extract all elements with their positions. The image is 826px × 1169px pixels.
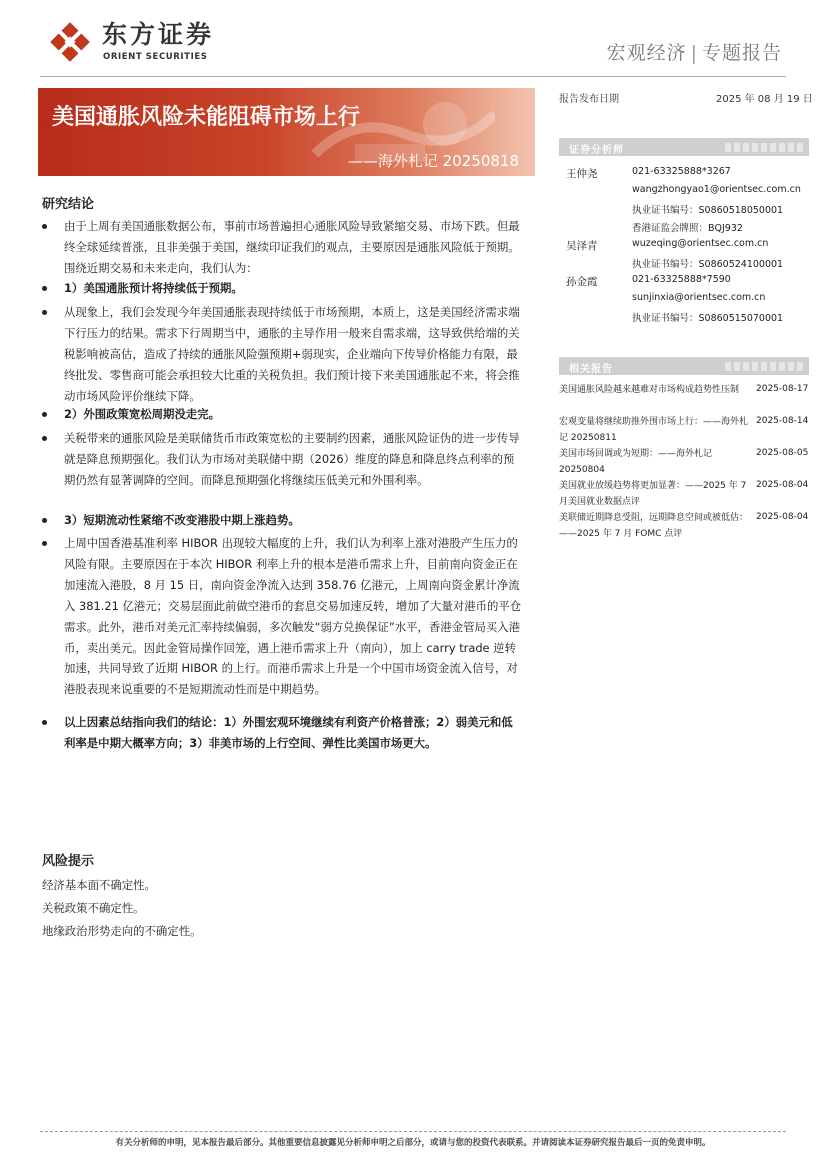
series-divider: | — [690, 42, 698, 64]
bullet-dot-icon — [42, 541, 47, 546]
conclusion-bullet — [42, 533, 522, 700]
conclusion-bullet — [42, 712, 522, 754]
bullet-dot-icon — [42, 436, 47, 441]
bullet-text: 2）外围政策宽松周期没走完。 — [64, 407, 221, 421]
logo-chinese-name: 东方证券 — [102, 20, 215, 49]
disclaimer-footer: 有关分析师的申明，见本报告最后部分。其他重要信息披露见分析师申明之后部分，或请与您的投资代表联系。并请阅读本证券研究报告最后一页的免责申明。 — [115, 1138, 711, 1148]
report-subtitle: ——海外札记 20250818 — [347, 152, 519, 170]
risk-item: 经济基本面不确定性。 — [42, 878, 156, 892]
conclusion-bullet — [42, 510, 522, 531]
conclusion-bullet — [42, 278, 522, 299]
analyst-phone: 021-63325888*7590 — [632, 274, 731, 285]
conclusion-bullet — [42, 302, 522, 407]
bullet-text: 从现象上，我们会发现今年美国通胀表现持续低于市场预期，本质上，这是美国经济需求端下行压力的结果。需求下行周期当中，通胀的主导作用一般来自需求端，这导致供给端的关税影响被高估，造成了持续的通胀风险强预期+弱现实，企业端向下传导价格能力有限，最终批发、零售商可能会承担较大比重的关税负担。我们预计接下来美国通胀起不来，将会推动市场风险评价继续下降。 — [64, 305, 520, 403]
analyst-email[interactable]: sunjinxia@orientsec.com.cn — [632, 292, 766, 303]
bullet-dot-icon — [42, 286, 47, 291]
conclusion-bullet — [42, 428, 522, 491]
bullet-text: 上周中国香港基准利率 HIBOR 出现较大幅度的上升，我们认为利率上涨对港股产生压力的风险有限。主要原因在于本次 HIBOR 利率上升的根本是港币需求上升，目前南向资金正在加速流入港股，8 月 15 日，南向资金净流入达到 358.76 亿港元，上周南向资金累计净流入 381.21 亿港元；交易层面此前做空港币的套息交易加速反转，增加了大量对港币的平仓需求。此外，港币对美元汇率持续偏弱，多次触发“弱方兑换保证”水平，香港金管局买入港币，卖出美元。因此金管局操作回笼，遇上港币需求上升（南向），加上 carry trade 逆转加速，共同导致了近期 HIBOR 的上行。而港币需求上升是一个中国市场资金流入信号，对港股表现来说重要的不是短期流动性而是中期趋势。 — [64, 536, 522, 697]
series-type: 专题报告 — [701, 42, 782, 64]
related-reports-header — [559, 357, 809, 375]
footer-rule — [40, 1131, 786, 1132]
bullet-dot-icon — [42, 224, 47, 229]
risk-item: 地缘政治形势走向的不确定性。 — [42, 924, 202, 938]
risk-item: 关税政策不确定性。 — [42, 901, 145, 915]
bullet-dot-icon — [42, 310, 47, 315]
conclusion-bullet — [42, 404, 522, 425]
analyst-license: 执业证书编号：S0860518050001 — [632, 205, 784, 216]
analysts-header — [559, 138, 809, 156]
analyst-license: 执业证书编号：S0860524100001 — [632, 259, 784, 270]
related-report-link[interactable]: 美国市场回调或为短期：——海外札记 20250804 — [559, 449, 713, 475]
analyst-email[interactable]: wangzhongyao1@orientsec.com.cn — [632, 184, 801, 195]
report-title: 美国通胀风险未能阻碍市场上行 — [52, 105, 361, 130]
report-date-value: 2025 年 08 月 19 日 — [716, 94, 813, 105]
related-report-date: 2025-08-05 — [756, 448, 809, 458]
logo-english-name: ORIENT SECURITIES — [103, 52, 208, 62]
bullet-text: 以上因素总结指向我们的结论：1）外围宏观环境继续有利资产价格普涨；2）弱美元和低利率是中期大概率方向；3）非美市场的上行空间、弹性比美国市场更大。 — [64, 715, 513, 750]
bullet-dot-icon — [42, 412, 47, 417]
related-report-link[interactable]: 美国通胀风险越来越难对市场构成趋势性压制 — [559, 385, 740, 395]
analyst-email[interactable]: wuzeqing@orientsec.com.cn — [632, 238, 769, 249]
bullet-dot-icon — [42, 518, 47, 523]
related-header-label: 相关报告 — [569, 364, 613, 375]
related-report-date: 2025-08-14 — [756, 416, 809, 426]
analyst-license: 执业证书编号：S0860515070001 — [632, 313, 784, 324]
risk-heading: 风险提示 — [42, 854, 95, 869]
analyst-hk-license: 香港证监会牌照：BQJ932 — [632, 223, 743, 234]
bullet-dot-icon — [42, 720, 47, 725]
related-report-date: 2025-08-17 — [756, 384, 809, 394]
report-series — [607, 38, 782, 65]
header-rule — [40, 76, 786, 77]
conclusion-bullet — [42, 216, 522, 279]
logo-mark-icon — [48, 20, 92, 64]
related-report-date: 2025-08-04 — [756, 512, 809, 522]
orient-securities-logo — [48, 20, 238, 64]
bullet-text: 1）美国通胀预计将持续低于预期。 — [64, 281, 243, 295]
analyst-phone: 021-63325888*3267 — [632, 166, 731, 177]
series-category: 宏观经济 — [606, 42, 687, 64]
conclusion-heading: 研究结论 — [42, 197, 95, 212]
header-stripe — [725, 362, 803, 371]
related-report-link[interactable]: 美联储近期降息受阻，远期降息空间或被低估：——2025 年 7 月 FOMC 点评 — [559, 513, 749, 539]
bullet-text: 由于上周有美国通胀数据公布，事前市场普遍担心通胀风险导致紧缩交易、市场下跌。但最终全球延续普涨，且非美强于美国，继续印证我们的观点，主要原因是通胀风险低于预期。围绕近期交易和未来走向，我们认为： — [64, 219, 520, 275]
analyst-name: 孙金霞 — [566, 276, 598, 288]
related-report-link[interactable]: 美国就业放缓趋势将更加显著：——2025 年 7 月美国就业数据点评 — [559, 481, 747, 507]
title-banner — [38, 88, 535, 176]
analysts-header-label: 证券分析师 — [569, 145, 624, 156]
analyst-name: 王仲尧 — [566, 168, 598, 180]
bullet-text: 3）短期流动性紧缩不改变港股中期上涨趋势。 — [64, 513, 300, 527]
bullet-text: 关税带来的通胀风险是美联储货币市政策宽松的主要制约因素，通胀风险证伪的进一步传导就是降息预期强化。我们认为市场对美联储中期（2026）维度的降息和降息终点利率的预期仍然有显著调降的空间。而降息预期强化将继续压低美元和外围利率。 — [64, 431, 520, 487]
related-report-date: 2025-08-04 — [756, 480, 809, 490]
report-date-label: 报告发布日期 — [559, 94, 619, 105]
related-report-link[interactable]: 宏观变量将继续助推外围市场上行：——海外札记 20250811 — [559, 417, 749, 443]
analyst-name: 吴泽青 — [566, 240, 598, 252]
header-stripe — [725, 143, 803, 152]
